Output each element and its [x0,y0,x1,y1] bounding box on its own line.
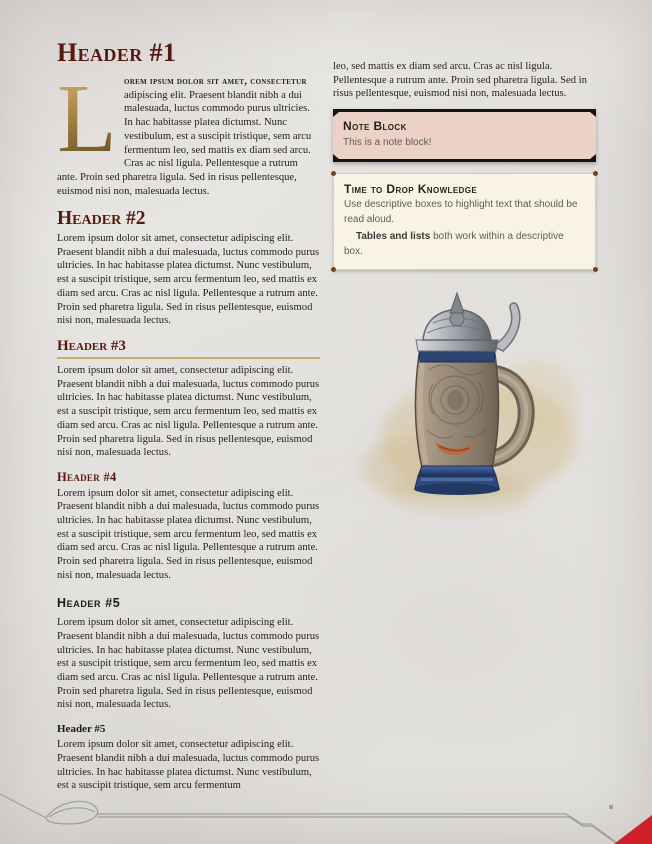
right-column [333,60,596,525]
paragraph: Lorem ipsum dolor sit amet, consectetur adipiscing elit. Praesent blandit nibh a dui malesuada, luctus commodo purus ultricies. In hac habitasse platea dictumst. Nunc vestibulum, est a suscipit tristique, sem arcu fermentum leo, sed mattis ex diam sed arcu. Cras ac nisl ligula. Pellentesque a rutrum ante. Proin sed pharetra ligula. Sed in risus pellentesque, euismod nisi non, malesuada lectus. [57,487,320,581]
footer-jog-bottom [569,817,616,843]
corner-dot [593,267,598,272]
paragraph: Lorem ipsum dolor sit amet, consectetur adipiscing elit. Praesent blandit nibh a dui malesuada, luctus commodo purus ultricies. In hac habitasse platea dictumst. Nunc vestibulum, est a suscipit tristique, sem arcu fermentum leo, sed mattis ex diam sed arcu. Cras ac nisl ligula. Pellentesque a rutrum ante. Proin sed pharetra ligula. Sed in risus pellentesque, euismod nisi non, malesuada lectus. [57,232,320,327]
stein-illustration-wrap [341,288,596,525]
corner-dot [331,267,336,272]
footer-ornament [0,794,652,844]
note-body [333,112,596,159]
descriptive-box-title: Time to Drop Knowledge [344,182,478,197]
header-4: Header #4 [57,470,117,485]
header-5-bold: Header #5 [57,723,106,736]
continuation-paragraph: leo, sed mattis ex diam sed arcu. Cras ac nisl ligula. Pellentesque a rutrum ante. Proin sed pharetra ligula. Sed in risus pellentesque, euismod nisi non, malesuada lectus. [333,61,587,100]
corner-dot [593,171,598,176]
lead-smallcaps-text: orem ipsum dolor sit amet, consectetur [124,76,307,87]
footer-red-triangle [614,815,652,844]
descriptive-box-line2 [344,230,585,259]
note-block [333,109,596,162]
footer-corner-line [0,794,46,818]
header-2: Header #2 [57,208,146,230]
truncated-paragraph: Lorem ipsum dolor sit amet, consectetur adipiscing elit. Praesent blandit nibh a dui malesuada, luctus commodo purus ultricies. In hac habitasse platea dictumst. Nunc vestibulum, est a suscipit tristique, sem arcu fermentum [57,739,320,792]
note-title: Note Block [343,119,407,134]
header-1: Header #1 [57,40,177,67]
beer-stein-illustration [341,288,585,520]
paragraph-text: adipiscing elit. Praesent blandit nibh a dui malesuada, luctus commodo purus ultricies. In hac habitasse platea dictumst. Nunc vestibulum, est a suscipit tristique, sem arcu fermentum leo, sed mattis ex diam sed arcu. Cras ac nisl ligula. Pellentesque a rutrum ante. Proin sed pharetra ligula. Sed in risus pellentesque, euismod nisi non, malesuada lectus. [57,89,312,197]
header-3: Header #3 [57,339,320,359]
note-bottom-bar [333,159,596,162]
bold-rest: both work within a descriptive box. [344,231,564,257]
paragraph: Lorem ipsum dolor sit amet, consectetur adipiscing elit. Praesent blandit nibh a dui malesuada, luctus commodo purus ultricies. In hac habitasse platea dictumst. Nunc vestibulum, est a suscipit tristique, sem arcu fermentum leo, sed mattis ex diam sed arcu. Cras ac nisl ligula. Pellentesque a rutrum ante. Proin sed pharetra ligula. Sed in risus pellentesque, euismod nisi non, malesuada lectus. [57,365,320,459]
dropcap-paragraph [57,65,320,198]
descriptive-box [333,173,596,270]
footer-leaf-vein [49,808,95,817]
drop-cap-letter: L [57,79,119,163]
paragraph: Lorem ipsum dolor sit amet, consectetur adipiscing elit. Praesent blandit nibh a dui malesuada, luctus commodo purus ultricies. In hac habitasse platea dictumst. Nunc vestibulum, est a suscipit tristique, sem arcu fermentum leo, sed mattis ex diam sed arcu. Cras ac nisl ligula. Pellentesque a rutrum ante. Proin sed pharetra ligula. Sed in risus pellentesque, euismod nisi non, malesuada lectus. [57,617,320,711]
note-text: This is a note block! [343,136,432,148]
left-column [57,40,320,804]
note-top-bar [333,109,596,112]
footer-leaf-loop [46,801,98,824]
corner-dot [331,171,336,176]
bold-lead: Tables and lists [356,231,431,243]
header-5-smallcaps: Header #5 [57,595,121,610]
footer-square-dot [609,805,613,809]
descriptive-box-text: Use descriptive boxes to highlight text that should be read aloud. [344,199,578,225]
